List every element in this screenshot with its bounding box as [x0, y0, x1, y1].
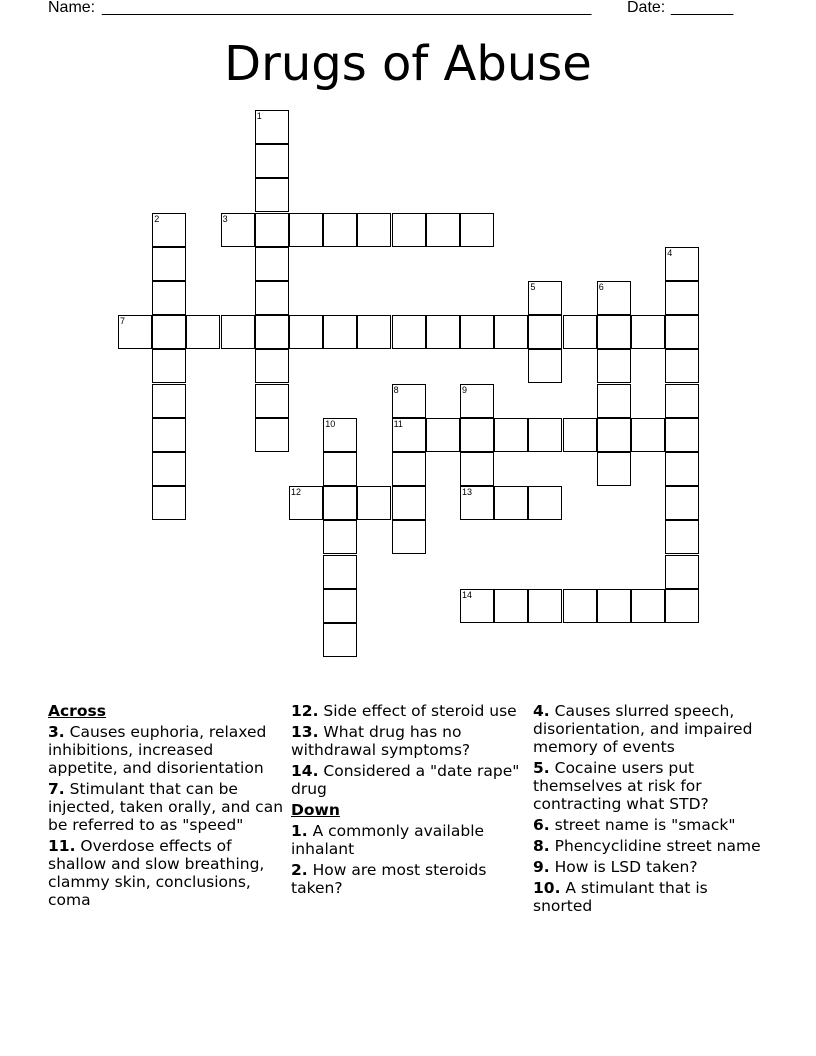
grid-cell[interactable] — [597, 418, 631, 452]
grid-cell[interactable] — [392, 213, 426, 247]
clue-text: Stimulant that can be injected, taken orally, and can be referred to as "speed" — [48, 780, 284, 834]
grid-cell[interactable] — [631, 315, 665, 349]
grid-cell[interactable] — [665, 452, 699, 486]
grid-cell[interactable] — [392, 520, 426, 554]
grid-cell[interactable] — [357, 486, 391, 520]
grid-cell[interactable] — [597, 589, 631, 623]
clue-number: 8. — [533, 837, 550, 855]
grid-cell[interactable] — [494, 589, 528, 623]
grid-cell[interactable] — [665, 589, 699, 623]
grid-cell[interactable] — [152, 452, 186, 486]
grid-cell[interactable] — [597, 349, 631, 383]
grid-cell[interactable] — [528, 486, 562, 520]
clue-text: Causes slurred speech, disorientation, and impaired memory of events — [533, 702, 753, 756]
grid-cell[interactable] — [392, 486, 426, 520]
clue-across-13 — [291, 723, 527, 759]
clue-number-label: 12 — [291, 487, 302, 498]
grid-cell[interactable] — [255, 349, 289, 383]
grid-cell[interactable] — [323, 452, 357, 486]
clues-column-3 — [533, 702, 769, 915]
grid-cell[interactable] — [255, 281, 289, 315]
grid-cell[interactable] — [563, 589, 597, 623]
clue-down-4 — [533, 702, 769, 756]
grid-cell[interactable] — [665, 281, 699, 315]
clue-number: 3. — [48, 723, 65, 741]
grid-cell[interactable] — [528, 315, 562, 349]
clue-number: 10. — [533, 879, 561, 897]
grid-cell[interactable] — [665, 315, 699, 349]
grid-cell[interactable] — [357, 213, 391, 247]
grid-cell[interactable] — [665, 384, 699, 418]
grid-cell[interactable] — [631, 418, 665, 452]
clue-across-3 — [48, 723, 284, 777]
clue-text: How is LSD taken? — [554, 858, 698, 876]
grid-cell[interactable] — [426, 418, 460, 452]
clue-number-label: 8 — [393, 384, 399, 395]
date-field-line: _______ — [671, 0, 734, 16]
clue-text: Cocaine users put themselves at risk for contracting what STD? — [533, 759, 709, 813]
grid-cell[interactable] — [152, 281, 186, 315]
grid-cell[interactable] — [255, 247, 289, 281]
clue-number: 5. — [533, 759, 550, 777]
grid-cell[interactable] — [323, 418, 357, 452]
name-label: Name: — [48, 0, 96, 16]
clue-text: What drug has no withdrawal symptoms? — [291, 723, 471, 759]
clues-column-2 — [291, 702, 527, 897]
name-field-line: _______________________________________________________ — [102, 0, 592, 16]
clue-number-label: 7 — [120, 316, 126, 327]
grid-cell[interactable] — [289, 486, 323, 520]
grid-cell[interactable] — [460, 589, 494, 623]
clue-text: Side effect of steroid use — [323, 702, 517, 720]
clue-across-14 — [291, 762, 527, 798]
grid-cell[interactable] — [118, 315, 152, 349]
grid-cell[interactable] — [460, 486, 494, 520]
clue-number: 12. — [291, 702, 319, 720]
grid-cell[interactable] — [494, 486, 528, 520]
clue-across-11 — [48, 837, 284, 909]
grid-cell[interactable] — [563, 418, 597, 452]
grid-cell[interactable] — [392, 452, 426, 486]
clue-number-label: 5 — [530, 282, 536, 292]
grid-cell[interactable] — [323, 589, 357, 623]
clue-text: A commonly available inhalant — [291, 822, 485, 858]
clue-down-6 — [533, 816, 769, 834]
grid-cell[interactable] — [357, 315, 391, 349]
grid-cell[interactable] — [426, 315, 460, 349]
down-heading: Down — [291, 801, 340, 819]
clue-number-label: 9 — [462, 384, 468, 395]
clue-down-2 — [291, 861, 527, 897]
grid-cell[interactable] — [255, 384, 289, 418]
grid-cell[interactable] — [152, 486, 186, 520]
grid-cell[interactable] — [665, 486, 699, 520]
clue-text: street name is "smack" — [554, 816, 736, 834]
grid-cell[interactable] — [528, 589, 562, 623]
clue-down-5 — [533, 759, 769, 813]
grid-cell[interactable] — [221, 213, 255, 247]
clue-text: How are most steroids taken? — [291, 861, 487, 897]
clue-text: Overdose effects of shallow and slow breathing, clammy skin, conclusions, coma — [48, 837, 265, 909]
grid-cell[interactable] — [460, 315, 494, 349]
grid-cell[interactable] — [323, 555, 357, 589]
clue-number-label: 13 — [462, 487, 473, 498]
clue-across-7 — [48, 780, 284, 834]
clues-column-1 — [48, 702, 284, 909]
grid-cell[interactable] — [528, 281, 562, 315]
clue-down-10 — [533, 879, 769, 915]
grid-cell[interactable] — [323, 623, 357, 657]
clue-number: 13. — [291, 723, 319, 741]
grid-cell[interactable] — [665, 247, 699, 281]
clue-across-12 — [291, 702, 527, 720]
grid-cell[interactable] — [460, 452, 494, 486]
grid-cell[interactable] — [597, 315, 631, 349]
clue-number: 1. — [291, 822, 308, 840]
clue-text: Causes euphoria, relaxed inhibitions, increased appetite, and disorientation — [48, 723, 267, 777]
clue-number-label: 11 — [393, 418, 403, 429]
clue-number: 6. — [533, 816, 550, 834]
grid-cell[interactable] — [631, 589, 665, 623]
clue-text: Considered a "date rape" drug — [291, 762, 520, 798]
clue-number: 4. — [533, 702, 550, 720]
grid-cell[interactable] — [221, 315, 255, 349]
clue-number-label: 3 — [222, 213, 228, 224]
grid-cell[interactable] — [597, 384, 631, 418]
grid-cell[interactable] — [255, 418, 289, 452]
clue-number: 9. — [533, 858, 550, 876]
clue-down-8 — [533, 837, 769, 855]
clue-text: Phencyclidine street name — [554, 837, 761, 855]
clue-down-9 — [533, 858, 769, 876]
grid-cell[interactable] — [392, 315, 426, 349]
grid-cell[interactable] — [186, 315, 220, 349]
grid-cell[interactable] — [255, 110, 289, 144]
grid-cell[interactable] — [255, 144, 289, 178]
clue-number-label: 14 — [462, 589, 473, 600]
clue-number-label: 6 — [598, 282, 604, 292]
grid-cell[interactable] — [152, 418, 186, 452]
page-title: Drugs of Abuse — [224, 36, 592, 92]
clue-number: 11. — [48, 837, 76, 855]
grid-cell[interactable] — [392, 418, 426, 452]
grid-cell[interactable] — [563, 315, 597, 349]
clue-number-label: 10 — [325, 418, 336, 429]
grid-cell[interactable] — [152, 384, 186, 418]
grid-cell[interactable] — [597, 281, 631, 315]
across-heading: Across — [48, 702, 106, 720]
grid-cell[interactable] — [323, 315, 357, 349]
grid-cell[interactable] — [289, 315, 323, 349]
grid-cell[interactable] — [528, 418, 562, 452]
grid-cell[interactable] — [152, 247, 186, 281]
grid-cell[interactable] — [460, 213, 494, 247]
grid-cell[interactable] — [323, 486, 357, 520]
grid-cell[interactable] — [392, 384, 426, 418]
grid-cell[interactable] — [289, 213, 323, 247]
grid-cell[interactable] — [494, 315, 528, 349]
grid-cell[interactable] — [460, 418, 494, 452]
grid-cell[interactable] — [255, 315, 289, 349]
grid-cell[interactable] — [152, 315, 186, 349]
grid-cell[interactable] — [255, 213, 289, 247]
grid-cell[interactable] — [528, 349, 562, 383]
grid-cell[interactable] — [665, 520, 699, 554]
clue-number: 2. — [291, 861, 308, 879]
grid-cell[interactable] — [665, 349, 699, 383]
clue-number-label: 4 — [667, 247, 673, 258]
grid-cell[interactable] — [597, 452, 631, 486]
grid-cell[interactable] — [323, 213, 357, 247]
date-label: Date: — [627, 0, 666, 16]
grid-cell[interactable] — [665, 555, 699, 589]
grid-cell[interactable] — [460, 384, 494, 418]
grid-cell[interactable] — [494, 418, 528, 452]
grid-cell[interactable] — [323, 520, 357, 554]
clue-number: 14. — [291, 762, 319, 780]
grid-cell[interactable] — [255, 178, 289, 212]
clue-text: A stimulant that is snorted — [533, 879, 708, 915]
clue-number: 7. — [48, 780, 65, 798]
clue-number-label: 1 — [256, 111, 262, 121]
grid-cell[interactable] — [152, 213, 186, 247]
clue-number-label: 2 — [154, 213, 160, 224]
grid-cell[interactable] — [152, 349, 186, 383]
grid-cell[interactable] — [665, 418, 699, 452]
clue-down-1 — [291, 822, 527, 858]
grid-cell[interactable] — [426, 213, 460, 247]
